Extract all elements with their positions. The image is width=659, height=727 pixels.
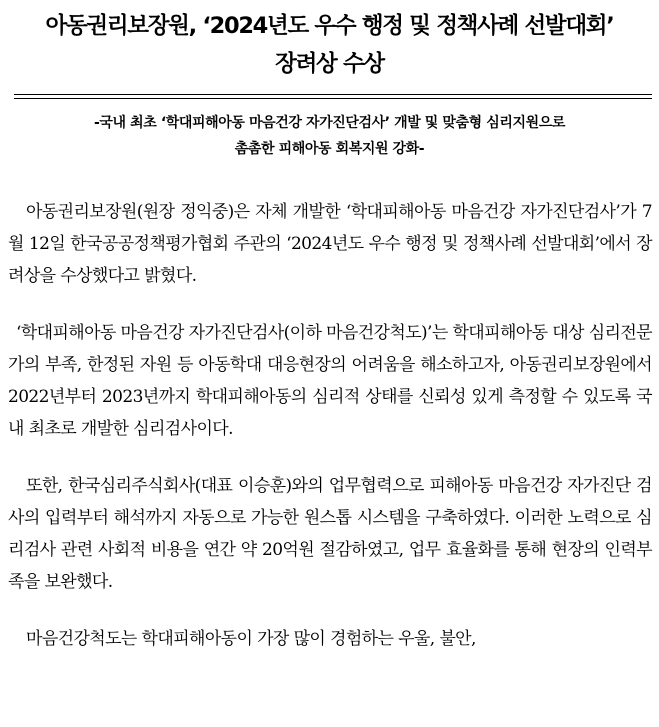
- document-subtitle: [0, 110, 659, 162]
- paragraph-scale-description: ‘학대피해아동 마음건강 자가진단검사(이하 마음건강척도)’는 학대피해아동 대상 심리전문가의 부족, 한정된 자원 등 아동학대 대응현장의 어려움을 해소하고자, 아동권리보장원에서 2022년부터 2023년까지 학대피해아동의 심리적 상태를 신뢰성 있게 측정할 수 있도록 국내 최초로 개발한 심리검사이다.: [8, 323, 652, 439]
- paragraph-award: 아동권리보장원(원장 정익중)은 자체 개발한 ‘학대피해아동 마음건강 자가진단검사’가 7월 12일 한국공공정책평가협회 주관의 ‘2024년도 우수 행정 및 정책사례 선발대회’에서 장려상을 수상했다고 밝혔다.: [8, 202, 652, 286]
- title-divider-top: [14, 94, 652, 95]
- subtitle-line-1: -국내 최초 ‘학대피해아동 마음건강 자가진단검사’ 개발 및 맞춤형 심리지원으로: [93, 115, 565, 131]
- document-body: [8, 196, 652, 680]
- title-divider-bottom: [14, 98, 652, 99]
- paragraph-scale-content: 마음건강척도는 학대피해아동이 가장 많이 경험하는 우울, 불안,: [26, 629, 476, 649]
- paragraph-system: 또한, 한국심리주식회사(대표 이승훈)와의 업무협력으로 피해아동 마음건강 자가진단 검사의 입력부터 해석까지 자동으로 가능한 원스톱 시스템을 구축하였다. 이러한 노력으로 심리검사 관련 사회적 비용을 연간 약 20억원 절감하였고, 업무 효율화를 통해 현장의 인력부족을 보완했다.: [8, 476, 652, 592]
- subtitle-line-2: 촘촘한 피해아동 회복지원 강화-: [234, 141, 425, 157]
- title-line-2: 장려상 수상: [275, 51, 384, 77]
- document-title: [0, 0, 659, 83]
- title-line-1: 아동권리보장원, ‘2024년도 우수 행정 및 정책사례 선발대회’: [45, 13, 614, 39]
